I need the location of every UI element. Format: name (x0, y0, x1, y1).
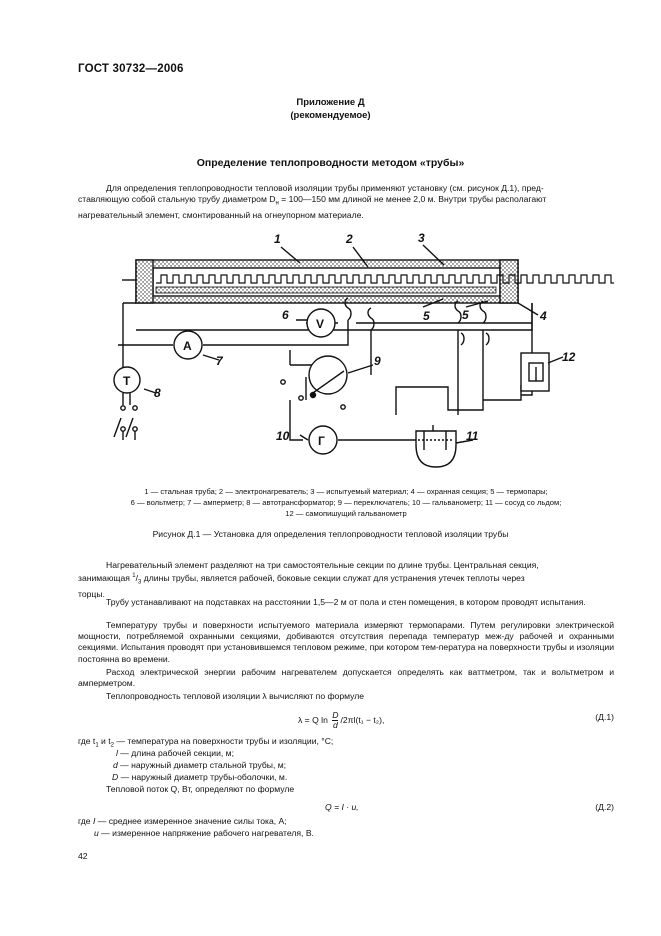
sym-I: I (92, 816, 96, 826)
def-d: — наружный диаметр стальной трубы, м; (117, 760, 287, 770)
formula-d2-number: (Д.2) (595, 802, 614, 812)
ice-vessel (416, 431, 456, 467)
appendix-heading (0, 96, 661, 122)
where-I (78, 816, 287, 827)
intro-line-1: Для определения теплопроводности тепловой изоляции трубы применяют установку (см. рисунок Д.1), пред- (106, 183, 544, 193)
fig-label-4: 4 (540, 309, 547, 323)
where-sub1: 1 (95, 742, 99, 749)
formula-d1-number: (Д.1) (595, 712, 614, 722)
def-I: — среднее измеренное значение силы тока, А; (95, 816, 287, 826)
intro-paragraph (78, 183, 614, 221)
where2-pre: где (78, 816, 93, 826)
body-paragraph-3: Температуру трубы и поверхности испытуемого материала измеряют термопарами. Путем регулировки электрической мощности, потребляемой охранными секциями, добиваются отсутствия перепада температур меж-ду рабочей и охранными секциями. Испытания проводят при установившемся тепловом режиме, при котором тем-пература на поверхности трубы и изоляции постоянна во времени. (78, 620, 614, 664)
figure-apparatus-diagram (78, 225, 614, 475)
body-paragraph-2: Трубу устанавливают на подставках на расстоянии 1,5—2 м от пола и стен помещения, в котором проводят испытания. (106, 597, 586, 607)
def-u: — измеренное напряжение рабочего нагревателя, В. (98, 828, 314, 838)
legend-line-2: 6 — вольтметр; 7 — амперметр; 8 — автотрансформатор; 9 — переключатель; 10 — гальванометр; 11 — сосуд со льдом; (130, 498, 562, 507)
sym-l: l (116, 748, 118, 758)
sym-d: d (113, 760, 118, 770)
figure-caption: Рисунок Д.1 — Установка для определения теплопроводности тепловой изоляции трубы (152, 529, 509, 539)
fig-label-5a: 5 (423, 309, 430, 323)
standard-header: ГОСТ 30732—2006 (78, 63, 184, 75)
fig-label-12: 12 (562, 350, 576, 364)
figure-legend (78, 486, 614, 519)
fig-label-8: 8 (154, 386, 161, 400)
intro-line-3: нагревательный элемент, смонтированный на огнеупорном материале. (78, 210, 364, 221)
wire-top-left (122, 280, 136, 303)
p1-post: длины трубы, является рабочей, боковые секции служат для устранения утечек теплоты через (141, 573, 525, 584)
sym-u: u (94, 828, 99, 838)
wire-left-vertical (123, 303, 136, 370)
intro-line-2 (78, 194, 614, 210)
voltmeter-letter: V (316, 317, 325, 331)
intro-subscript: н (275, 200, 279, 207)
sym-D: D (112, 772, 119, 782)
fig-label-7: 7 (216, 354, 223, 368)
appendix-title: Приложение Д (296, 97, 365, 108)
fig-label-9: 9 (374, 354, 381, 368)
legend-line-3: 12 — самопишущий гальванометр (285, 509, 407, 518)
p1-line-1: Нагревательный элемент разделяют на три самостоятельные секции по длине трубы. Центральная секция, (106, 560, 539, 570)
formula-d2: Q = I · u, (325, 802, 359, 812)
where-l (116, 748, 234, 759)
ammeter-letter: A (183, 339, 192, 353)
where-post: — температура на поверхности трубы и изоляции, °C; (113, 736, 334, 746)
fig-label-6: 6 (282, 308, 289, 322)
appendix-note: (рекомендуемое) (290, 110, 371, 121)
guard-section-left (136, 260, 153, 303)
p1-frac-num: 1 (132, 573, 136, 580)
p1-pre: занимающая (78, 573, 133, 584)
legend-line-1: 1 — стальная труба; 2 — электронагреватель; 3 — испытуемый материал; 4 — охранная секция; 5 — термопары; (144, 487, 548, 496)
fig-label-11: 11 (466, 429, 479, 443)
where-mid: и t (98, 736, 111, 746)
where-pre: где t (78, 736, 96, 746)
where-d (113, 760, 286, 771)
body-paragraph-5: Теплопроводность тепловой изоляции λ вычисляют по формуле (106, 691, 365, 701)
intro-line-2a: ставляющую собой стальную трубу диаметром D (78, 194, 276, 205)
heater-lower-band (156, 287, 496, 293)
fig-label-3: 3 (418, 231, 425, 245)
formula-d1 (298, 711, 384, 730)
body-paragraph-1 (78, 560, 614, 600)
formula-d1-lhs: λ = Q ln (298, 714, 328, 725)
section-title: Определение теплопроводности методом «трубы» (196, 157, 465, 169)
fig-label-2: 2 (346, 232, 353, 246)
body-paragraph-4: Расход электрической энергии рабочим нагревателем допускается определять как ваттметром, так и вольтметром и амперметром. (78, 667, 614, 689)
where-D (112, 772, 287, 783)
switch-symbol (309, 356, 347, 394)
p1-line-3: торцы. (78, 588, 105, 599)
formula-d1-rhs: /2πl(t₁ − t₂), (340, 714, 385, 725)
transformer-letter: T (123, 374, 131, 388)
galvanometer-letter: Г (318, 434, 325, 448)
intro-line-2b: = 100—150 мм длиной не менее 2,0 м. Внутри трубы располагают (278, 194, 547, 205)
page-number: 42 (78, 851, 88, 861)
fig-label-5b: 5 (462, 308, 469, 322)
where-u (94, 828, 314, 839)
body-paragraph-6: Тепловой поток Q, Вт, определяют по формуле (106, 784, 295, 794)
p1-line-2: занимающая $^1/_3$ длины трубы, является рабочей, боковые секции служат для устранения утечек теплоты через (78, 573, 525, 586)
fig-label-1: 1 (274, 232, 281, 246)
p1-frac-den: 3 (138, 579, 142, 586)
def-l: — длина рабочей секции, м; (117, 748, 234, 758)
where-sub2: 2 (110, 742, 114, 749)
formula-d1-frac-num: D (332, 710, 339, 720)
fig-label-10: 10 (276, 429, 290, 443)
def-D: — наружный диаметр трубы-оболочки, м. (118, 772, 288, 782)
formula-d1-frac-den: d (332, 720, 338, 730)
